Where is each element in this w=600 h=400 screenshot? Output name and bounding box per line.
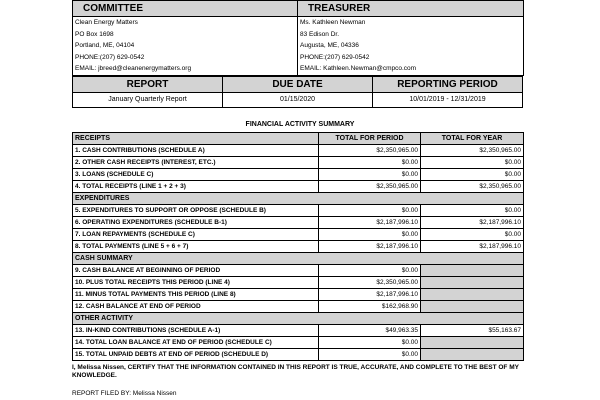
committee-line: PHONE:(207) 629-0542 (73, 52, 298, 64)
table-row (73, 325, 524, 337)
period-value: $0.00 (319, 337, 421, 349)
year-value: $0.00 (421, 229, 524, 241)
table-row (73, 145, 524, 157)
reporting-period-header: REPORTING PERIOD (373, 76, 523, 92)
period-value: $0.00 (319, 205, 421, 217)
year-value: $2,187,996.10 (421, 217, 524, 229)
row-label: 4. TOTAL RECEIPTS (LINE 1 + 2 + 3) (73, 181, 319, 193)
committee-line: Clean Energy Matters (73, 17, 298, 29)
committee-header: COMMITTEE (73, 1, 298, 17)
year-value: $0.00 (421, 169, 524, 181)
year-value: $0.00 (421, 157, 524, 169)
row-label: 13. IN-KIND CONTRIBUTIONS (SCHEDULE A-1) (73, 325, 319, 337)
table-row (73, 241, 524, 253)
table-row (73, 181, 524, 193)
table-row (73, 277, 524, 289)
section-header: OTHER ACTIVITY (73, 313, 524, 325)
due-date-value: 01/15/2020 (223, 92, 373, 107)
row-label: 14. TOTAL LOAN BALANCE AT END OF PERIOD (SCHEDULE C) (73, 337, 319, 349)
year-value: $55,163.67 (421, 325, 524, 337)
period-value: $0.00 (319, 169, 421, 181)
period-value: $49,963.35 (319, 325, 421, 337)
committee-line: PO Box 1698 (73, 29, 298, 41)
treasurer-header: TREASURER (298, 1, 524, 17)
committee-line: EMAIL: jbreed@cleanenergymatters.org (73, 63, 298, 75)
treasurer-line: EMAIL: Kathleen.Newman@cmpco.com (298, 63, 524, 75)
table-row (73, 301, 524, 313)
row-label: 10. PLUS TOTAL RECEIPTS THIS PERIOD (LINE 4) (73, 277, 319, 289)
row-label: 3. LOANS (SCHEDULE C) (73, 169, 319, 181)
table-row (73, 157, 524, 169)
period-value: $162,968.90 (319, 301, 421, 313)
row-label: 9. CASH BALANCE AT BEGINNING OF PERIOD (73, 265, 319, 277)
section-header: CASH SUMMARY (73, 253, 524, 265)
col-period-header: TOTAL FOR PERIOD (319, 133, 421, 145)
treasurer-line: Ms. Kathleen Newman (298, 17, 524, 29)
row-label: 8. TOTAL PAYMENTS (LINE 5 + 6 + 7) (73, 241, 319, 253)
row-label: 7. LOAN REPAYMENTS (SCHEDULE C) (73, 229, 319, 241)
financial-summary-table (72, 132, 523, 361)
period-value: $2,187,996.10 (319, 289, 421, 301)
report-header: REPORT (73, 76, 223, 92)
table-row (73, 229, 524, 241)
summary-title: FINANCIAL ACTIVITY SUMMARY (245, 121, 355, 128)
period-value: $2,350,965.00 (319, 277, 421, 289)
year-value-empty (421, 349, 524, 361)
year-value: $2,350,965.00 (421, 145, 524, 157)
year-value: $0.00 (421, 205, 524, 217)
year-value-empty (421, 265, 524, 277)
period-value: $2,187,996.10 (319, 241, 421, 253)
period-value: $2,187,996.10 (319, 217, 421, 229)
report-value: January Quarterly Report (73, 92, 223, 107)
period-value: $0.00 (319, 229, 421, 241)
period-value: $0.00 (319, 157, 421, 169)
row-label: 5. EXPENDITURES TO SUPPORT OR OPPOSE (SCHEDULE B) (73, 205, 319, 217)
table-row (73, 205, 524, 217)
table-row (73, 217, 524, 229)
table-row (73, 265, 524, 277)
table-row (73, 289, 524, 301)
section-header: EXPENDITURES (73, 193, 524, 205)
row-label: 15. TOTAL UNPAID DEBTS AT END OF PERIOD (SCHEDULE D) (73, 349, 319, 361)
table-row (73, 337, 524, 349)
year-value-empty (421, 277, 524, 289)
row-label: 1. CASH CONTRIBUTIONS (SCHEDULE A) (73, 145, 319, 157)
row-label: 2. OTHER CASH RECEIPTS (INTEREST, ETC.) (73, 157, 319, 169)
row-label: 12. CASH BALANCE AT END OF PERIOD (73, 301, 319, 313)
period-value: $0.00 (319, 349, 421, 361)
year-value-empty (421, 289, 524, 301)
treasurer-line: Augusta, ME, 04336 (298, 40, 524, 52)
period-value: $0.00 (319, 265, 421, 277)
due-date-header: DUE DATE (223, 76, 373, 92)
treasurer-line: 83 Edison Dr. (298, 29, 524, 41)
table-row (73, 169, 524, 181)
period-value: $2,350,965.00 (319, 181, 421, 193)
col-year-header: TOTAL FOR YEAR (421, 133, 524, 145)
filed-by: REPORT FILED BY: Melissa Nissen (72, 390, 177, 397)
reporting-period-value: 10/01/2019 - 12/31/2019 (373, 92, 523, 107)
year-value-empty (421, 337, 524, 349)
section-header: RECEIPTS (73, 133, 319, 145)
table-row (73, 349, 524, 361)
row-label: 6. OPERATING EXPENDITURES (SCHEDULE B-1) (73, 217, 319, 229)
year-value-empty (421, 301, 524, 313)
year-value: $2,350,965.00 (421, 181, 524, 193)
row-label: 11. MINUS TOTAL PAYMENTS THIS PERIOD (LINE 8) (73, 289, 319, 301)
contact-table (72, 0, 523, 108)
certification-text: I, Melissa Nissen, CERTIFY THAT THE INFORMATION CONTAINED IN THIS REPORT IS TRUE, ACCURATE, AND COMPLETE TO THE BEST OF MY KNOWLEDGE. (72, 364, 519, 379)
treasurer-line: PHONE:(207) 629-0542 (298, 52, 524, 64)
year-value: $2,187,996.10 (421, 241, 524, 253)
period-value: $2,350,965.00 (319, 145, 421, 157)
committee-line: Portland, ME, 04104 (73, 40, 298, 52)
